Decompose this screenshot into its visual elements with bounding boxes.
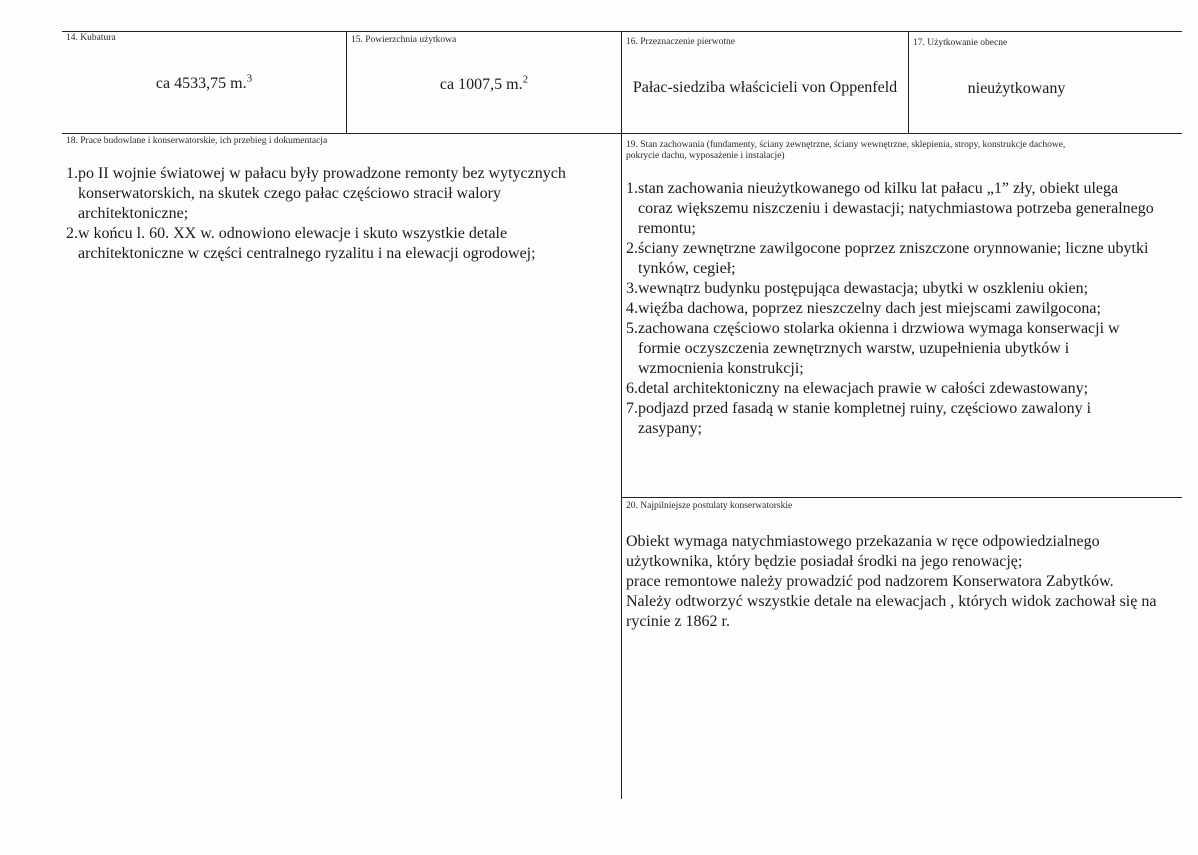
row-divider	[62, 133, 1182, 134]
list-item: 1.stan zachowania nieużytkowanego od kilku lat pałacu „1” zły, obiekt ulega coraz większemu niszczeniu i dewastacji; natychmiastowa potrzeba generalnego remontu;	[626, 180, 1154, 237]
list-item: 4.więźba dachowa, poprzez nieszczelny dach jest miejscami zawilgocona;	[626, 300, 1101, 317]
postulaty-line: Należy odtworzyć wszystkie detale na elewacjach , których widok zachował się na rycinie z 1862 r.	[626, 593, 1157, 630]
prace-list	[66, 164, 610, 264]
postulaty-label: 20. Najpilniejsze postulaty konserwatorskie	[626, 501, 793, 511]
cell-divider-20	[621, 497, 1182, 498]
col-divider-2	[621, 31, 622, 799]
powierzchnia-value: ca 1007,5 m.$^2$	[439, 73, 529, 93]
powierzchnia-label: 15. Powierzchnia użytkowa	[351, 35, 457, 45]
list-item: 2.w końcu l. 60. XX w. odnowiono elewacje i skuto wszystkie detale architektoniczne w części centralnego ryzalitu i na elewacji ogrodowej;	[66, 225, 536, 262]
prace-label: 18. Prace budowlane i konserwatorskie, ich przebieg i dokumentacja	[66, 136, 328, 146]
top-border	[62, 31, 1182, 32]
przeznaczenie-value: Pałac-siedziba właścicieli von Oppenfeld	[632, 79, 898, 96]
list-item: 2.ściany zewnętrzne zawilgocone poprzez zniszczone orynnowanie; liczne ubytki tynków, cegieł;	[626, 240, 1149, 277]
kubatura-value: ca 4533,75 m.$^3$	[155, 72, 253, 92]
przeznaczenie-label: 16. Przeznaczenie pierwotne	[626, 37, 735, 47]
postulaty-line: prace remontowe należy prowadzić pod nadzorem Konserwatora Zabytków.	[626, 573, 1114, 590]
stan-list	[626, 179, 1156, 439]
postulaty-text	[626, 532, 1161, 632]
list-item: 3.wewnątrz budynku postępująca dewastacja; ubytki w oszkleniu okien;	[626, 280, 1089, 297]
uzytkowanie-label: 17. Użytkowanie obecne	[913, 38, 1008, 48]
list-item: 1.po II wojnie światowej w pałacu były prowadzone remonty bez wytycznych konserwatorskich, na skutek czego pałac częściowo stracił walory architektoniczne;	[66, 165, 566, 222]
list-item: 6.detal architektoniczny na elewacjach prawie w całości zdewastowany;	[626, 380, 1089, 397]
powierzchnia-exponent: 2	[522, 73, 529, 86]
kubatura-label: 14. Kubatura	[66, 33, 116, 43]
stan-label: 19. Stan zachowania (fundamenty, ściany zewnętrzne, ściany wewnętrzne, sklepienia, stropy, konstrukcje dachowe, pokrycie dachu, wyposażenie i instalacje)	[626, 140, 1066, 161]
list-item: 7.podjazd przed fasadą w stanie kompletnej ruiny, częściowo zawalony i zasypany;	[626, 400, 1092, 437]
postulaty-line: Obiekt wymaga natychmiastowego przekazania w ręce odpowiedzialnego użytkownika, który będzie posiadał środki na jego renowację;	[626, 533, 1100, 570]
kubatura-exponent: 3	[246, 72, 253, 85]
uzytkowanie-value: nieużytkowany	[967, 80, 1066, 97]
list-item: 5.zachowana częściowo stolarka okienna i drzwiowa wymaga konserwacji w formie oczyszczenia zewnętrznych warstw, uzupełnienia ubytków i wzmocnienia konstrukcji;	[626, 320, 1120, 377]
